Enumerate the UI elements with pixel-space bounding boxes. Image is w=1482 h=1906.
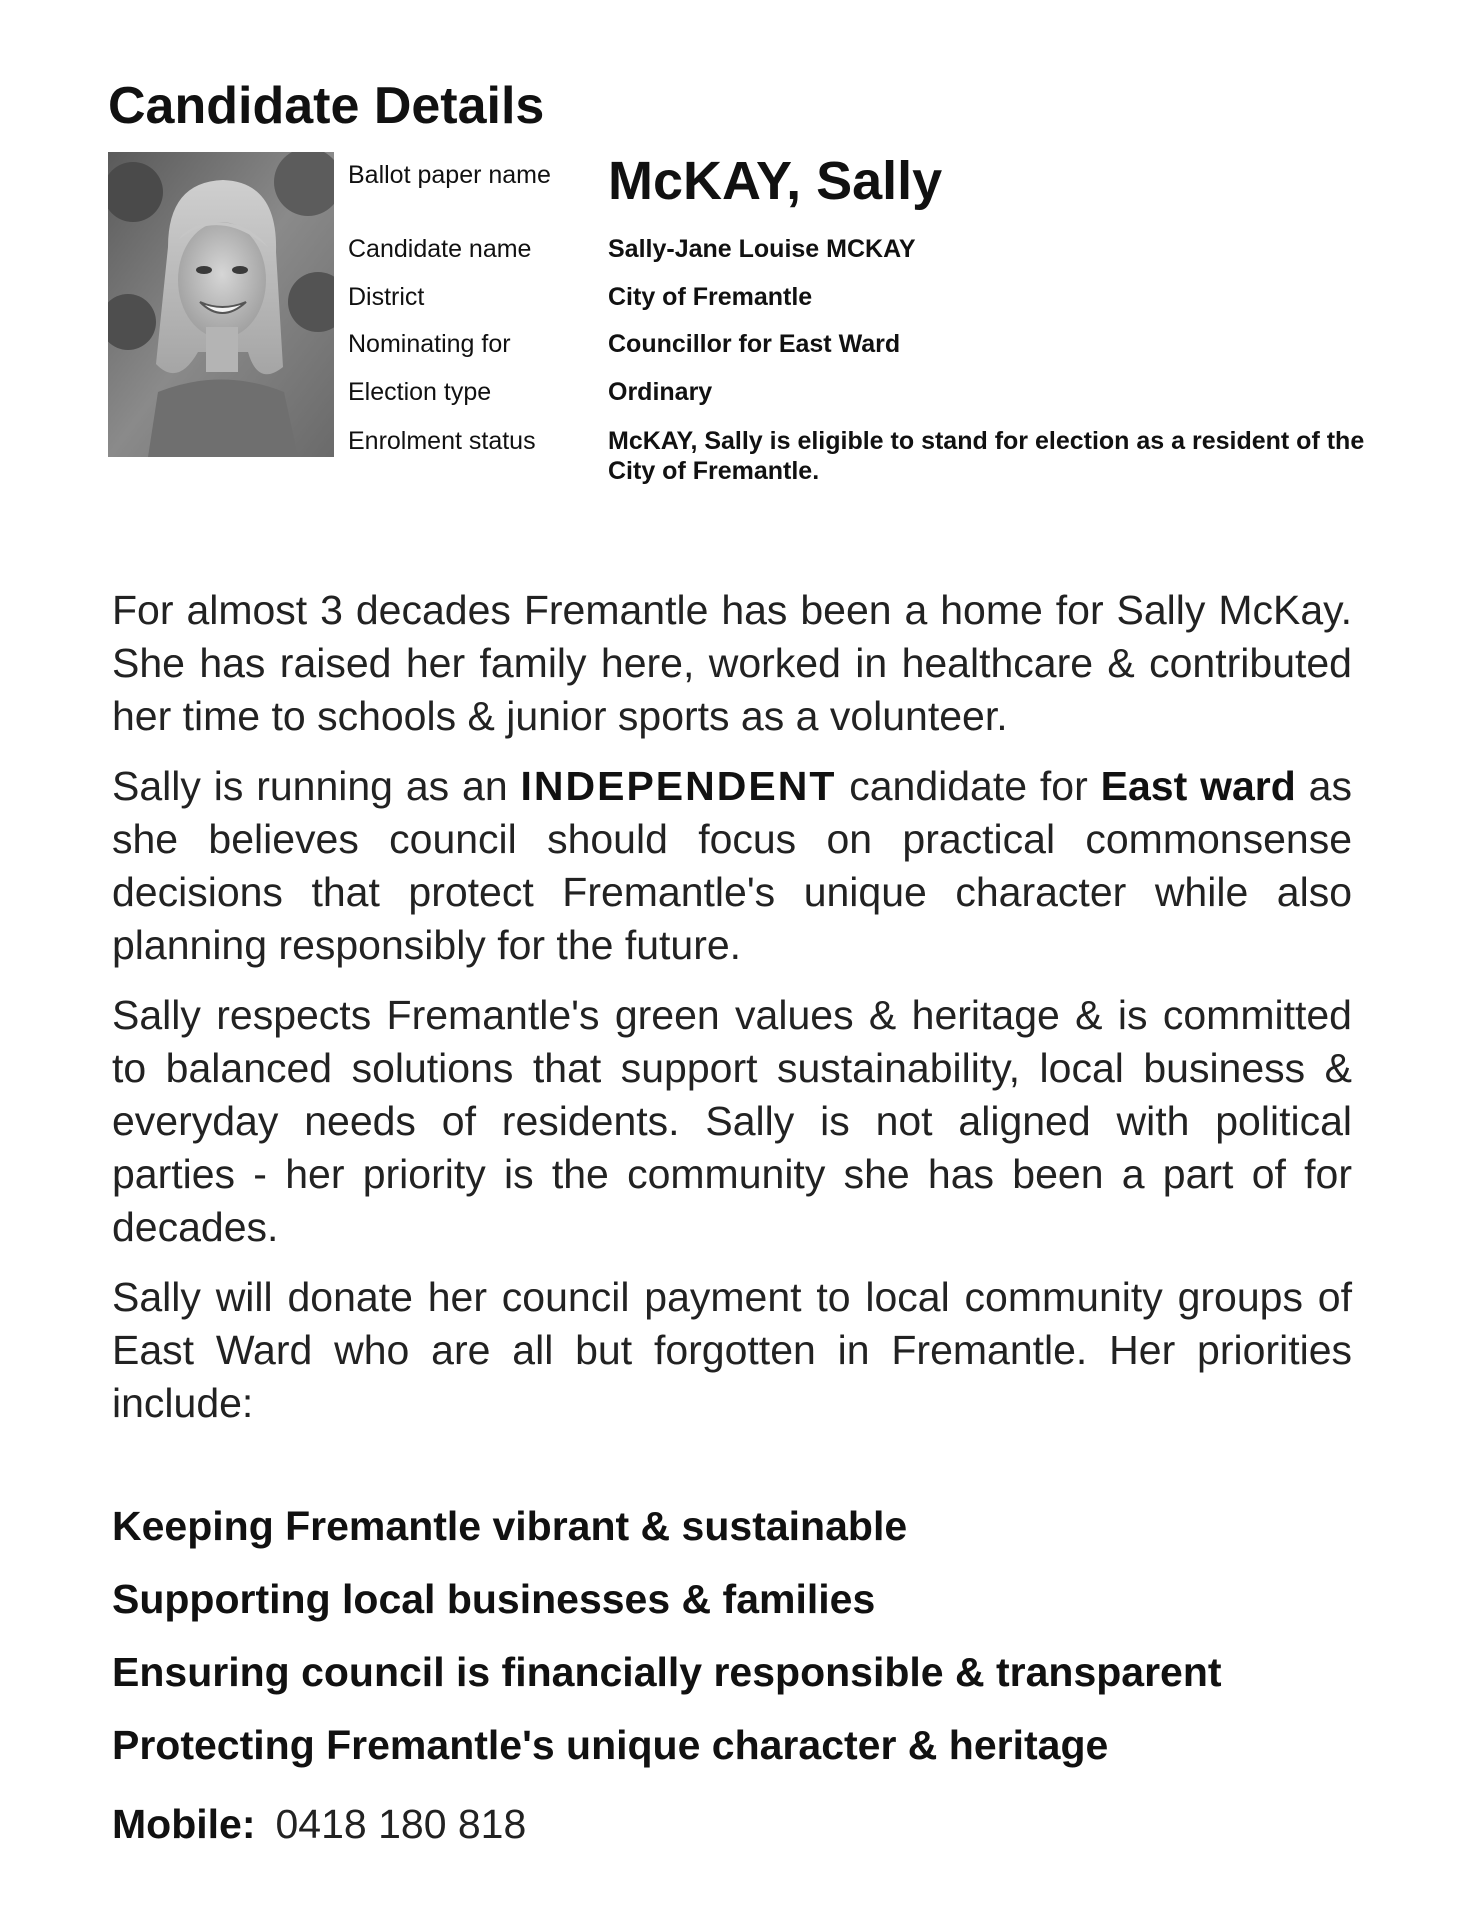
detail-label: Enrolment status [348,427,536,455]
enrolment-status-value: McKAY, Sally is eligible to stand for election as a resident of the City of Fremantle. [608,427,1365,485]
statement-text: as she believes council should focus on practical commonsense decisions that protect Fremantle's unique character while also planning responsibly for the future. [112,763,1352,968]
priority-item: Protecting Fremantle's unique character & heritage [112,1722,1109,1768]
east-ward-emphasis: East ward [1100,763,1296,809]
independent-emphasis: INDEPENDENT [520,763,837,809]
detail-label: District [348,283,425,311]
election-type-value: Ordinary [608,378,713,406]
statement-text: candidate for [836,763,1101,809]
candidate-portrait-image [108,152,334,457]
detail-label: Ballot paper name [348,161,551,189]
statement-text: Sally is running as an [112,763,521,809]
statement-paragraph-1: For almost 3 decades Fremantle has been a home for Sally McKay. She has raised her family here, worked in healthcare & contributed her time to schools & junior sports as a volunteer. [112,587,1352,739]
page-title: Candidate Details [108,77,545,135]
detail-label: Nominating for [348,330,511,358]
detail-label: Candidate name [348,235,532,263]
nominating-for-value: Councillor for East Ward [608,330,901,358]
candidate-name-value: Sally-Jane Louise MCKAY [608,235,916,263]
candidate-statement [112,584,1352,1447]
mobile-label: Mobile: [112,1801,256,1847]
ballot-paper-name-value: McKAY, Sally [608,151,943,211]
priority-item: Supporting local businesses & families [112,1576,876,1622]
contact-mobile [112,1798,526,1850]
priority-item: Keeping Fremantle vibrant & sustainable [112,1503,908,1549]
detail-label: Election type [348,378,492,406]
statement-paragraph-3: Sally respects Fremantle's green values & heritage & is committed to balanced solutions that support sustainability, local business & everyday needs of residents. Sally is not aligned with political parties - her priority is the community she has been a part of for decades. [112,992,1352,1250]
priority-item: Ensuring council is financially responsible & transparent [112,1649,1222,1695]
district-value: City of Fremantle [608,283,813,311]
priorities-list [112,1500,1412,1792]
candidate-photo [108,152,334,457]
statement-paragraph-2 [112,760,1352,972]
statement-paragraph-4: Sally will donate her council payment to local community groups of East Ward who are all but forgotten in Fremantle. Her priorities include: [112,1274,1352,1426]
mobile-number: 0418 180 818 [275,1801,527,1847]
